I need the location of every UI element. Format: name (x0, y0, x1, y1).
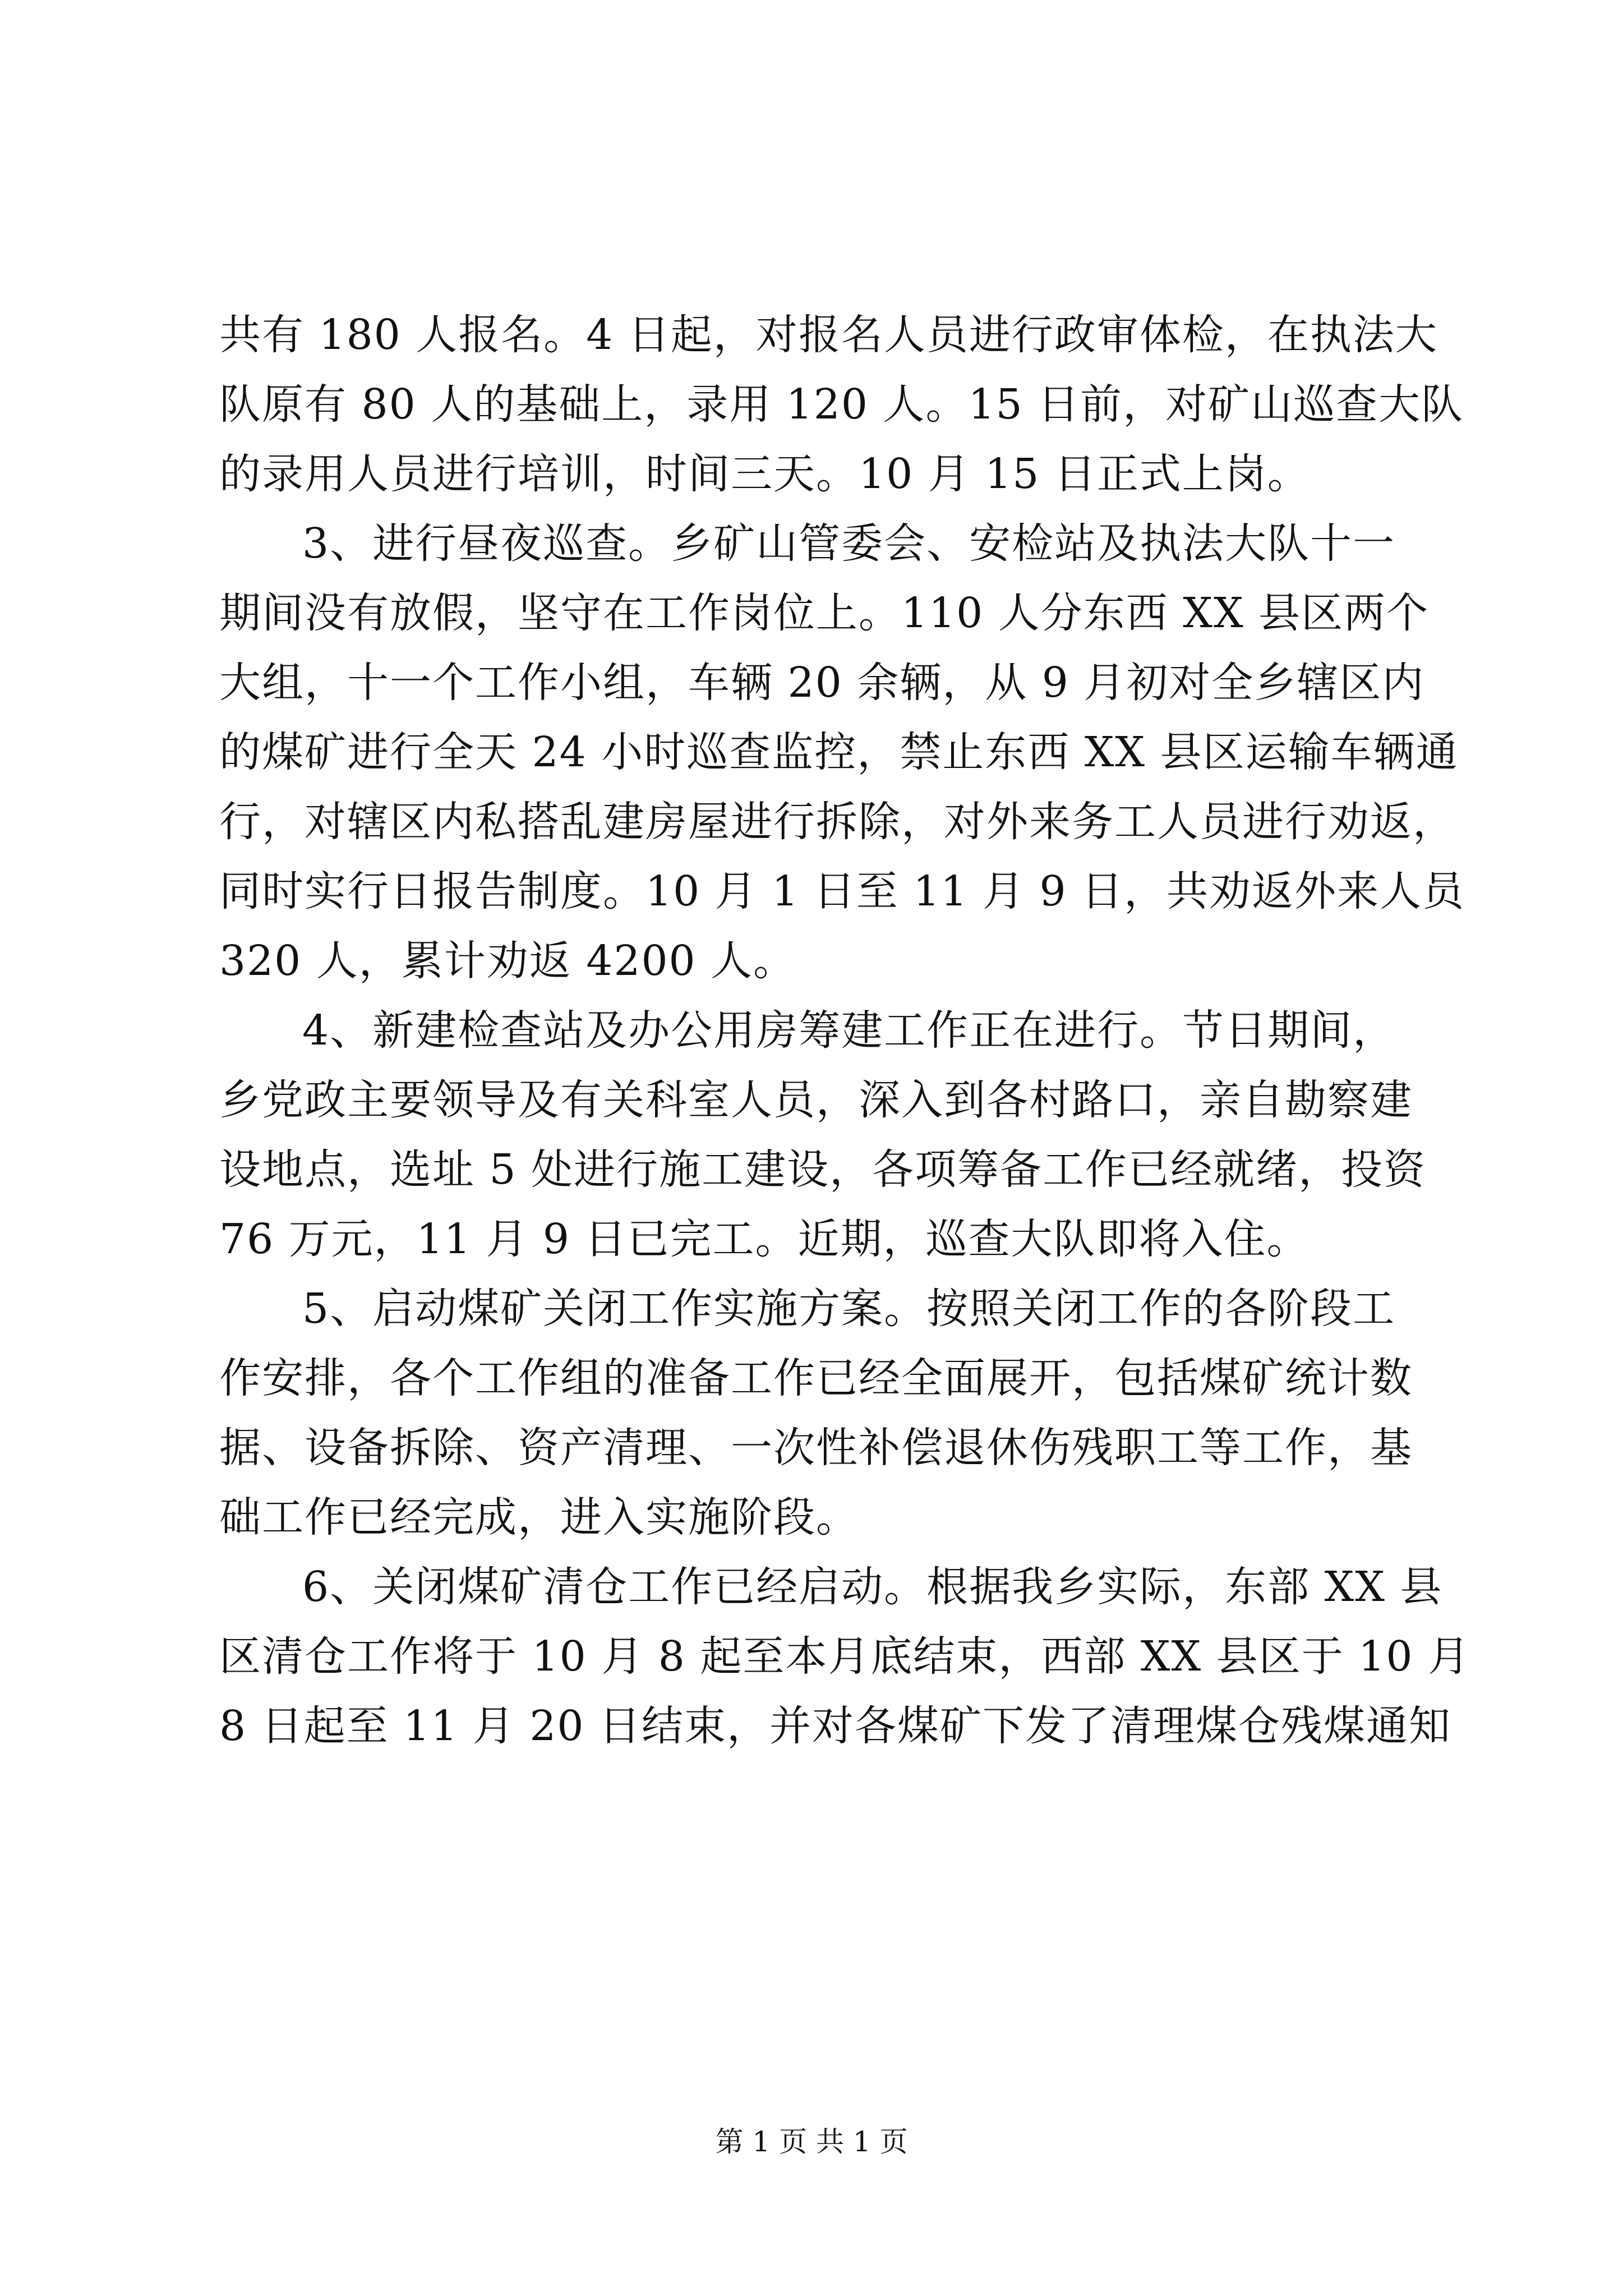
text-line: 共有 180 人报名。4 日起，对报名人员进行政审体检，在执法大 (219, 311, 1438, 359)
text-line: 据、设备拆除、资产清理、一次性补偿退休伤残职工等工作，基 (219, 1424, 1413, 1472)
document-body (219, 300, 1470, 1761)
text-line: 76 万元，11 月 9 日已完工。近期，巡查大队即将入住。 (219, 1215, 1310, 1263)
text-line: 期间没有放假，坚守在工作岗位上。110 人分东西 XX 县区两个 (219, 589, 1430, 637)
page-number-footer: 第 1 页 共 1 页 (715, 2125, 908, 2158)
paragraph-6-start: 6、关闭煤矿清仓工作已经启动。根据我乡实际，东部 XX 县 (302, 1563, 1443, 1611)
text-line: 的煤矿进行全天 24 小时巡查监控，禁止东西 XX 县区运输车辆通 (219, 728, 1459, 776)
text-line: 乡党政主要领导及有关科室人员，深入到各村路口，亲自勘察建 (219, 1076, 1413, 1124)
text-line: 的录用人员进行培训，时间三天。10 月 15 日正式上岗。 (219, 450, 1310, 498)
text-line: 同时实行日报告制度。10 月 1 日至 11 月 9 日，共劝返外来人员 (219, 867, 1465, 915)
text-line: 础工作已经完成，进入实施阶段。 (219, 1493, 859, 1542)
text-line: 大组，十一个工作小组，车辆 20 余辆，从 9 月初对全乡辖区内 (219, 659, 1425, 707)
text-line: 8 日起至 11 月 20 日结束，并对各煤矿下发了清理煤仓残煤通知 (219, 1702, 1452, 1750)
text-line: 区清仓工作将于 10 月 8 起至本月底结束，西部 XX 县区于 10 月 (219, 1632, 1470, 1681)
text-line: 设地点，选址 5 处进行施工建设，各项筹备工作已经就绪，投资 (219, 1145, 1427, 1194)
paragraph-5-start: 5、启动煤矿关闭工作实施方案。按照关闭工作的各阶段工 (302, 1285, 1396, 1333)
paragraph-3-start: 3、进行昼夜巡查。乡矿山管委会、安检站及执法大队十一 (302, 519, 1396, 568)
text-line: 行，对辖区内私搭乱建房屋进行拆除，对外来务工人员进行劝返， (219, 798, 1455, 846)
text-line: 队原有 80 人的基础上，录用 120 人。15 日前，对矿山巡查大队 (219, 380, 1464, 429)
paragraph-4-start: 4、新建检查站及办公用房筹建工作正在进行。节日期间， (302, 1006, 1396, 1055)
text-line: 320 人，累计劝返 4200 人。 (219, 937, 796, 985)
text-line: 作安排，各个工作组的准备工作已经全面展开，包括煤矿统计数 (219, 1354, 1413, 1402)
